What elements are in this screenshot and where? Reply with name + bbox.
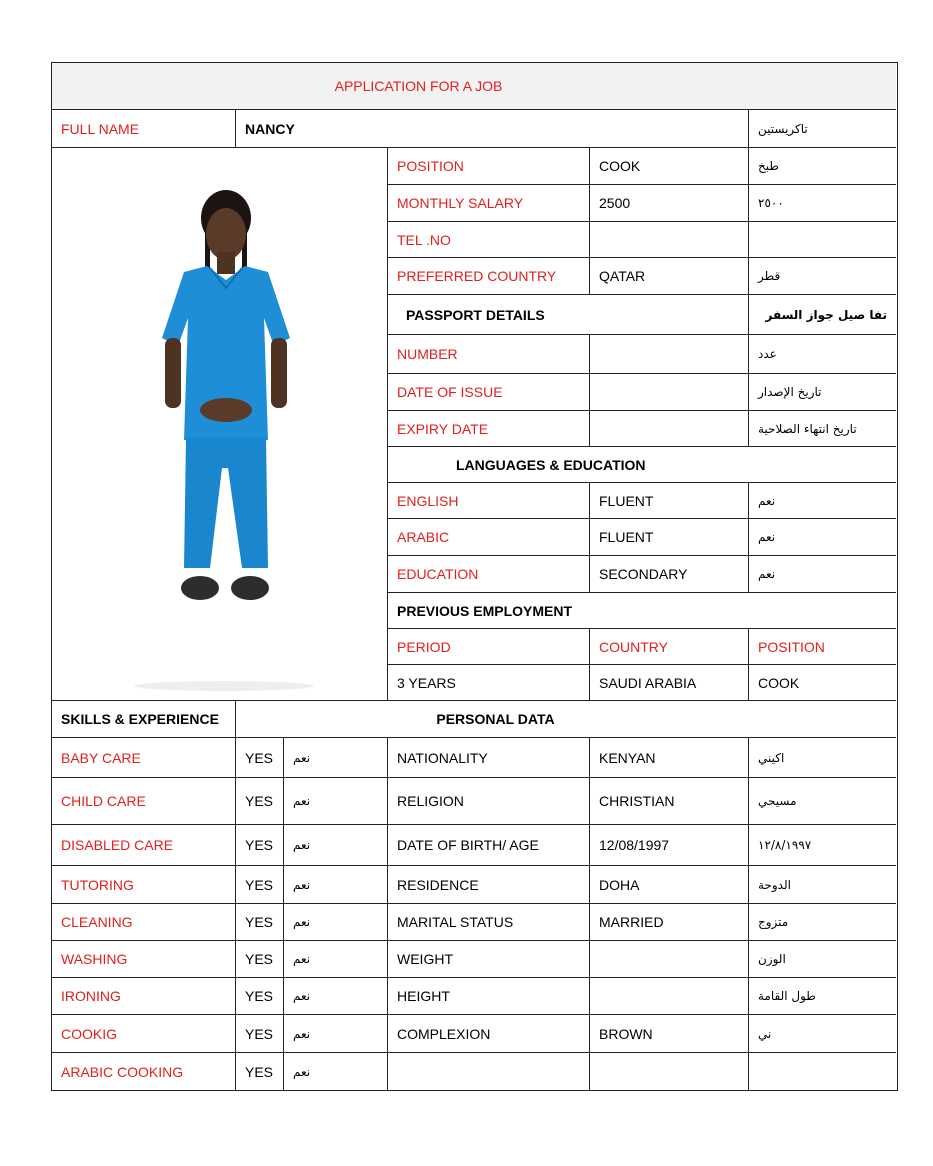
- job-2-arabic: [749, 222, 896, 258]
- skill-6-value: YES: [236, 978, 284, 1015]
- personal-5-value: [590, 941, 749, 978]
- language-2-arabic: نعم: [749, 556, 896, 593]
- personal-1-label: RELIGION: [388, 778, 590, 825]
- skill-4-value: YES: [236, 904, 284, 941]
- passport-1-value: [590, 374, 749, 411]
- personal-3-label: RESIDENCE: [388, 866, 590, 904]
- employment-position: COOK: [749, 665, 896, 701]
- skill-6-label: IRONING: [52, 978, 236, 1015]
- passport-heading-arabic: تفا صيل جواز السفر: [749, 295, 896, 335]
- employment-header-period: PERIOD: [388, 629, 590, 665]
- job-0-label: POSITION: [388, 148, 590, 185]
- personal-6-value: [590, 978, 749, 1015]
- language-2-label: EDUCATION: [388, 556, 590, 593]
- applicant-figure-illustration: [52, 148, 386, 699]
- skill-5-value: YES: [236, 941, 284, 978]
- personal-8-arabic: [749, 1053, 896, 1090]
- full-name-value: NANCY: [236, 110, 749, 148]
- skill-1-arabic: نعم: [284, 778, 388, 825]
- skill-2-arabic: نعم: [284, 825, 388, 866]
- job-application-form: [51, 62, 898, 1091]
- skill-8-label: ARABIC COOKING: [52, 1053, 236, 1090]
- personal-5-label: WEIGHT: [388, 941, 590, 978]
- language-0-label: ENGLISH: [388, 483, 590, 519]
- personal-heading: PERSONAL DATA: [236, 701, 896, 738]
- skill-1-value: YES: [236, 778, 284, 825]
- languages-heading: LANGUAGES & EDUCATION: [388, 447, 896, 483]
- employment-header-position: POSITION: [749, 629, 896, 665]
- skill-5-arabic: نعم: [284, 941, 388, 978]
- skill-8-arabic: نعم: [284, 1053, 388, 1090]
- skill-2-label: DISABLED CARE: [52, 825, 236, 866]
- personal-4-value: MARRIED: [590, 904, 749, 941]
- skills-heading: SKILLS & EXPERIENCE: [52, 701, 236, 738]
- passport-0-label: NUMBER: [388, 335, 590, 374]
- personal-8-label: [388, 1053, 590, 1090]
- personal-6-label: HEIGHT: [388, 978, 590, 1015]
- personal-8-value: [590, 1053, 749, 1090]
- skill-3-label: TUTORING: [52, 866, 236, 904]
- skill-0-label: BABY CARE: [52, 738, 236, 778]
- personal-7-label: COMPLEXION: [388, 1015, 590, 1053]
- personal-6-arabic: طول القامة: [749, 978, 896, 1015]
- skill-7-arabic: نعم: [284, 1015, 388, 1053]
- job-0-value: COOK: [590, 148, 749, 185]
- passport-2-label: EXPIRY DATE: [388, 411, 590, 447]
- personal-2-label: DATE OF BIRTH/ AGE: [388, 825, 590, 866]
- skill-2-value: YES: [236, 825, 284, 866]
- skill-4-arabic: نعم: [284, 904, 388, 941]
- skill-0-arabic: نعم: [284, 738, 388, 778]
- language-1-label: ARABIC: [388, 519, 590, 556]
- skill-1-label: CHILD CARE: [52, 778, 236, 825]
- passport-heading: PASSPORT DETAILS: [388, 295, 749, 335]
- personal-0-arabic: اكيني: [749, 738, 896, 778]
- job-3-arabic: قطر: [749, 258, 896, 295]
- employment-header-country: COUNTRY: [590, 629, 749, 665]
- job-2-value: [590, 222, 749, 258]
- employment-period: 3 YEARS: [388, 665, 590, 701]
- personal-7-value: BROWN: [590, 1015, 749, 1053]
- skill-5-label: WASHING: [52, 941, 236, 978]
- personal-7-arabic: ني: [749, 1015, 896, 1053]
- personal-1-value: CHRISTIAN: [590, 778, 749, 825]
- employment-country: SAUDI ARABIA: [590, 665, 749, 701]
- job-3-label: PREFERRED COUNTRY: [388, 258, 590, 295]
- personal-0-label: NATIONALITY: [388, 738, 590, 778]
- full-name-arabic: تاكريستين: [749, 110, 896, 148]
- skill-3-arabic: نعم: [284, 866, 388, 904]
- personal-5-arabic: الوزن: [749, 941, 896, 978]
- language-0-value: FLUENT: [590, 483, 749, 519]
- language-2-value: SECONDARY: [590, 556, 749, 593]
- form-title: APPLICATION FOR A JOB: [52, 63, 896, 110]
- employment-heading: PREVIOUS EMPLOYMENT: [388, 593, 896, 629]
- skill-0-value: YES: [236, 738, 284, 778]
- language-1-arabic: نعم: [749, 519, 896, 556]
- language-0-arabic: نعم: [749, 483, 896, 519]
- personal-2-value: 12/08/1997: [590, 825, 749, 866]
- skill-6-arabic: نعم: [284, 978, 388, 1015]
- job-1-value: 2500: [590, 185, 749, 222]
- skill-7-label: COOKIG: [52, 1015, 236, 1053]
- personal-2-arabic: ١٢/٨/١٩٩٧: [749, 825, 896, 866]
- passport-2-value: [590, 411, 749, 447]
- full-name-label: FULL NAME: [52, 110, 236, 148]
- skill-4-label: CLEANING: [52, 904, 236, 941]
- passport-0-arabic: عدد: [749, 335, 896, 374]
- job-0-arabic: طبخ: [749, 148, 896, 185]
- language-1-value: FLUENT: [590, 519, 749, 556]
- job-3-value: QATAR: [590, 258, 749, 295]
- passport-1-arabic: تاريخ الإصدار: [749, 374, 896, 411]
- passport-1-label: DATE OF ISSUE: [388, 374, 590, 411]
- personal-4-label: MARITAL STATUS: [388, 904, 590, 941]
- skill-7-value: YES: [236, 1015, 284, 1053]
- skill-8-value: YES: [236, 1053, 284, 1090]
- personal-3-value: DOHA: [590, 866, 749, 904]
- personal-3-arabic: الدوحة: [749, 866, 896, 904]
- job-2-label: TEL .NO: [388, 222, 590, 258]
- personal-0-value: KENYAN: [590, 738, 749, 778]
- applicant-photo: [52, 148, 388, 701]
- personal-4-arabic: متزوج: [749, 904, 896, 941]
- passport-2-arabic: تاريخ انتهاء الصلاحية: [749, 411, 896, 447]
- passport-0-value: [590, 335, 749, 374]
- personal-1-arabic: مسيحي: [749, 778, 896, 825]
- job-1-label: MONTHLY SALARY: [388, 185, 590, 222]
- skill-3-value: YES: [236, 866, 284, 904]
- job-1-arabic: ٢٥٠٠: [749, 185, 896, 222]
